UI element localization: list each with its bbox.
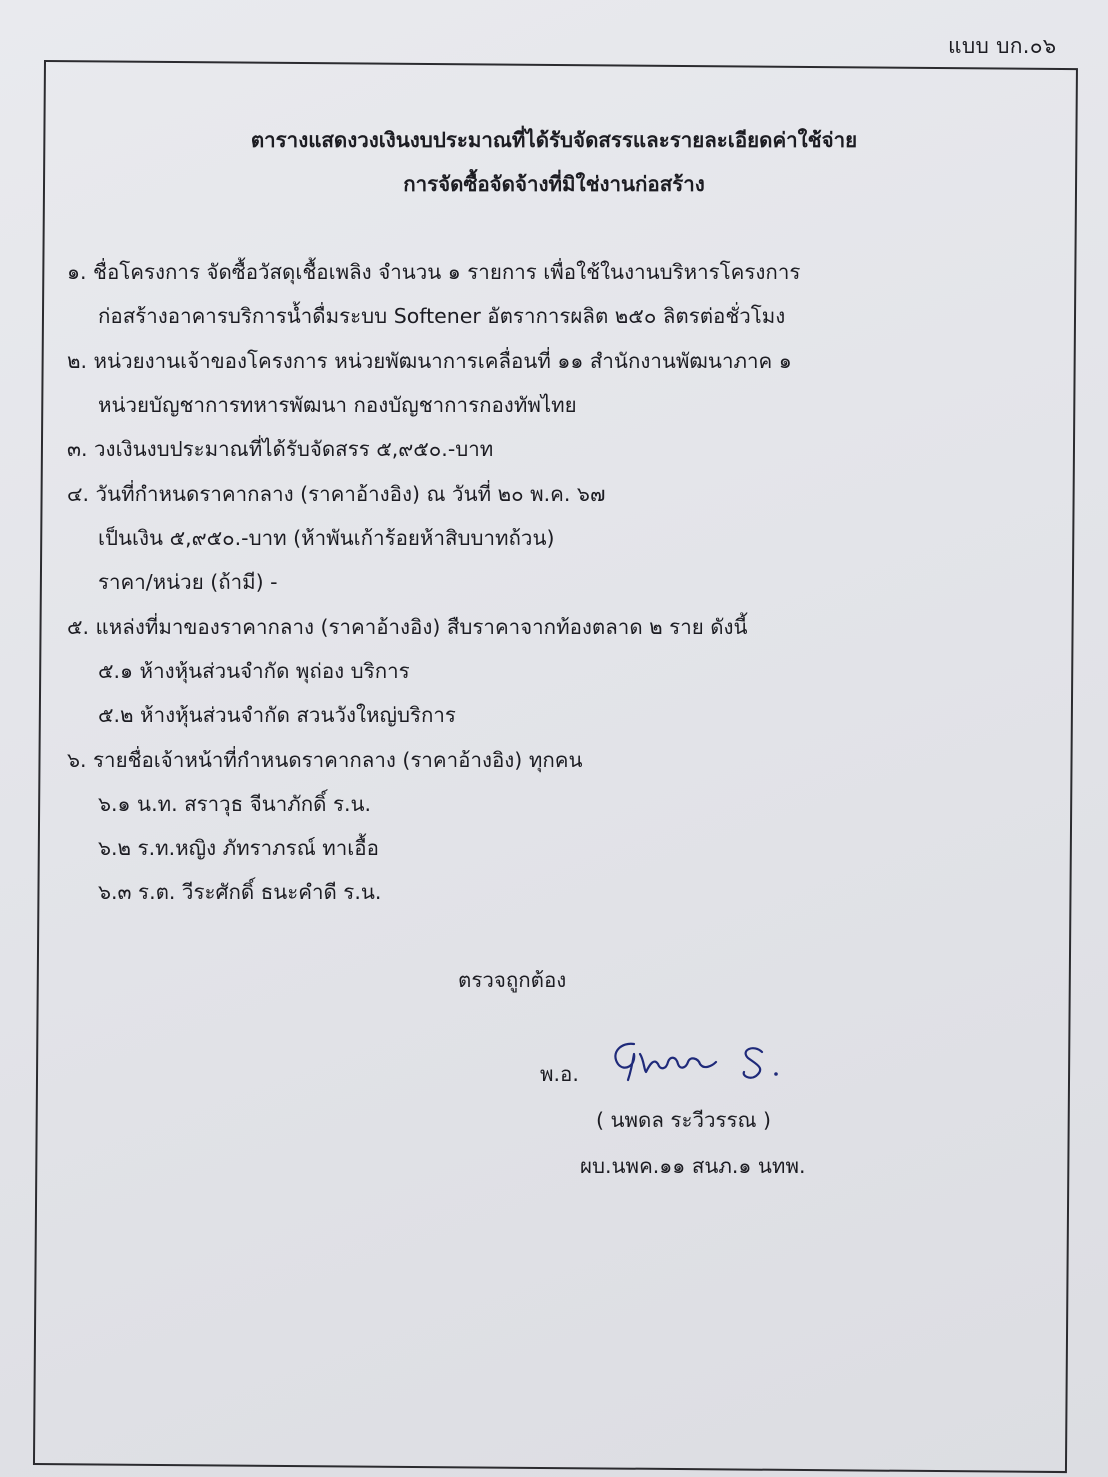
- item-5-price-source: ๕. แหล่งที่มาของราคากลาง (ราคาอ้างอิง) สืบราคาจากท้องตลาด ๒ ราย ดังนี้: [67, 615, 748, 639]
- item-6-officer-3: ๖.๓ ร.ต. วีระศักดิ์ ธนะคำดี ร.น.: [98, 880, 382, 904]
- certified-label: ตรวจถูกต้อง: [458, 968, 567, 992]
- item-3-budget: ๓. วงเงินงบประมาณที่ได้รับจัดสรร ๕,๙๕๐.-บาท: [67, 437, 494, 461]
- signer-rank: พ.อ.: [540, 1062, 579, 1086]
- item-6-officers: ๖. รายชื่อเจ้าหน้าที่กำหนดราคากลาง (ราคาอ้างอิง) ทุกคน: [67, 748, 583, 772]
- item-4-amount: เป็นเงิน ๕,๙๕๐.-บาท (ห้าพันเก้าร้อยห้าสิบบาทถ้วน): [98, 526, 555, 550]
- item-6-officer-2: ๖.๒ ร.ท.หญิง ภัทราภรณ์ ทาเอื้อ: [98, 836, 379, 860]
- item-2-owner-agency: ๒. หน่วยงานเจ้าของโครงการ หน่วยพัฒนาการเคลื่อนที่ ๑๑ สำนักงานพัฒนาภาค ๑: [67, 349, 792, 373]
- item-2-owner-agency-cont: หน่วยบัญชาการทหารพัฒนา กองบัญชาการกองทัพไทย: [98, 393, 577, 417]
- signer-position: ผบ.นพค.๑๑ สนภ.๑ นทพ.: [580, 1154, 806, 1178]
- item-1-project-name: ๑. ชื่อโครงการ จัดซื้อวัสดุเชื้อเพลิง จำนวน ๑ รายการ เพื่อใช้ในงานบริหารโครงการ: [67, 260, 801, 284]
- item-5-source-2: ๕.๒ ห้างหุ้นส่วนจำกัด สวนวังใหญ่บริการ: [98, 703, 456, 727]
- handwritten-signature: [600, 1030, 800, 1090]
- form-code: แบบ บก.๐๖: [948, 34, 1057, 58]
- item-4-reference-date: ๔. วันที่กำหนดราคากลาง (ราคาอ้างอิง) ณ วันที่ ๒๐ พ.ค. ๖๗: [67, 482, 606, 506]
- item-1-project-name-cont: ก่อสร้างอาคารบริการน้ำดื่มระบบ Softener อัตราการผลิต ๒๕๐ ลิตรต่อชั่วโมง: [98, 304, 786, 328]
- item-5-source-1: ๕.๑ ห้างหุ้นส่วนจำกัด พุถ่อง บริการ: [98, 659, 410, 683]
- document-title-line-1: ตารางแสดงวงเงินงบประมาณที่ได้รับจัดสรรและรายละเอียดค่าใช้จ่าย: [250, 128, 858, 152]
- item-4-unit-price: ราคา/หน่วย (ถ้ามี) -: [98, 570, 278, 594]
- item-6-officer-1: ๖.๑ น.ท. สราวุธ จีนาภักดิ์ ร.น.: [98, 792, 372, 816]
- document-title-line-2: การจัดซื้อจัดจ้างที่มิใช่งานก่อสร้าง: [403, 172, 705, 196]
- signer-name: ( นพดล ระวีวรรณ ): [596, 1108, 772, 1132]
